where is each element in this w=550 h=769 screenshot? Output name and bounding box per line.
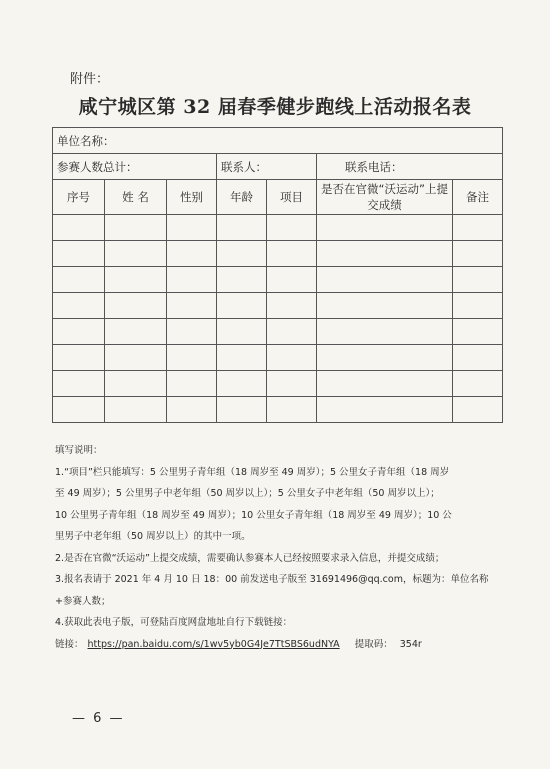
table-row [53, 345, 503, 371]
table-cell[interactable] [317, 215, 453, 241]
registration-table [52, 127, 503, 423]
table-cell[interactable] [217, 267, 267, 293]
table-cell[interactable] [167, 345, 217, 371]
col-header-name: 姓 名 [105, 180, 167, 215]
instruction-1-line-4: 里男子中老年组（50 周岁以上）的其中一项。 [55, 531, 251, 542]
col-header-event: 项目 [267, 180, 317, 215]
download-link-row [55, 634, 507, 656]
attachment-label: 附件： [70, 72, 110, 87]
table-cell[interactable] [53, 345, 105, 371]
table-cell[interactable] [317, 267, 453, 293]
table-cell[interactable] [267, 241, 317, 267]
col-header-remarks: 备注 [453, 180, 503, 215]
instruction-2: 2.是否在官微“沃运动”上提交成绩，需要确认参赛本人已经按照要求录入信息，并提交成绩； [55, 552, 445, 564]
table-cell[interactable] [167, 397, 217, 423]
table-cell[interactable] [167, 215, 217, 241]
extraction-code: 354r [399, 638, 422, 650]
form-title: 咸宁城区第 32 届春季健步跑线上活动报名表 [78, 96, 472, 118]
page-number: — 6 — [72, 711, 125, 726]
table-cell[interactable] [453, 345, 503, 371]
table-cell[interactable] [105, 267, 167, 293]
table-cell[interactable] [453, 215, 503, 241]
table-cell[interactable] [167, 371, 217, 397]
col-header-submitted: 是否在官微“沃运动”上提交成绩 [317, 180, 453, 215]
table-cell[interactable] [267, 215, 317, 241]
table-row [53, 241, 503, 267]
blank-rows [53, 215, 503, 423]
table-cell[interactable] [267, 319, 317, 345]
instruction-1-line-3: 10 公里男子青年组（18 周岁至 49 周岁）；10 公里女子青年组（18 周岁至 49 周岁）；10 公 [55, 509, 452, 521]
baidu-pan-link[interactable]: https://pan.baidu.com/s/1wv5yb0G4Je7TtSBS6udNYA [87, 638, 340, 650]
table-cell[interactable] [167, 293, 217, 319]
instruction-4: 4.获取此表电子版，可登陆百度网盘地址自行下载链接： [55, 617, 293, 628]
table-cell[interactable] [217, 241, 267, 267]
instruction-3-line-1: 3.报名表请于 2021 年 4 月 10 日 18：00 前发送电子版至 31691496@qq.com，标题为：单位名称 [55, 574, 489, 585]
instruction-1-line-1: 1.“项目”栏只能填写：5 公里男子青年组（18 周岁至 49 周岁）；5 公里女子青年组（18 周岁 [55, 466, 450, 478]
participants-total-field[interactable]: 参赛人数总计： [53, 154, 217, 180]
instructions-heading: 填写说明： [55, 445, 103, 456]
table-cell[interactable] [53, 267, 105, 293]
table-row [53, 293, 503, 319]
table-cell[interactable] [105, 215, 167, 241]
table-cell[interactable] [453, 293, 503, 319]
contact-person-field[interactable]: 联系人： [217, 154, 317, 180]
unit-name-field[interactable]: 单位名称： [53, 128, 503, 154]
instruction-1-line-2: 至 49 周岁）；5 公里男子中老年组（50 周岁以上）；5 公里女子中老年组（50 周岁以上）； [55, 488, 440, 499]
table-cell[interactable] [453, 267, 503, 293]
table-row [53, 397, 503, 423]
table-cell[interactable] [267, 397, 317, 423]
table-cell[interactable] [317, 397, 453, 423]
table-cell[interactable] [453, 397, 503, 423]
col-header-age: 年龄 [217, 180, 267, 215]
table-cell[interactable] [53, 397, 105, 423]
table-row [53, 319, 503, 345]
contact-phone-field[interactable]: 联系电话： [317, 154, 503, 180]
table-cell[interactable] [105, 397, 167, 423]
table-cell[interactable] [453, 319, 503, 345]
table-cell[interactable] [267, 371, 317, 397]
table-cell[interactable] [53, 241, 105, 267]
col-header-gender: 性别 [167, 180, 217, 215]
table-cell[interactable] [53, 215, 105, 241]
table-cell[interactable] [167, 241, 217, 267]
table-cell[interactable] [317, 345, 453, 371]
table-cell[interactable] [105, 293, 167, 319]
table-cell[interactable] [167, 319, 217, 345]
table-cell[interactable] [217, 397, 267, 423]
table-cell[interactable] [53, 319, 105, 345]
table-cell[interactable] [105, 241, 167, 267]
table-row [53, 371, 503, 397]
table-cell[interactable] [105, 371, 167, 397]
table-cell[interactable] [217, 293, 267, 319]
table-cell[interactable] [217, 371, 267, 397]
table-cell[interactable] [453, 241, 503, 267]
col-header-serial: 序号 [53, 180, 105, 215]
extraction-code-label: 提取码： [354, 638, 393, 650]
instructions [55, 440, 507, 655]
table-cell[interactable] [217, 319, 267, 345]
link-label: 链接： [55, 638, 84, 650]
table-cell[interactable] [53, 293, 105, 319]
table-cell[interactable] [317, 293, 453, 319]
table-cell[interactable] [217, 345, 267, 371]
table-cell[interactable] [105, 345, 167, 371]
table-row [53, 215, 503, 241]
table-cell[interactable] [267, 293, 317, 319]
table-cell[interactable] [267, 267, 317, 293]
table-row [53, 267, 503, 293]
table-cell[interactable] [317, 241, 453, 267]
table-cell[interactable] [53, 371, 105, 397]
table-cell[interactable] [317, 319, 453, 345]
instruction-3-line-2: +参赛人数； [55, 595, 111, 607]
table-cell[interactable] [267, 345, 317, 371]
table-cell[interactable] [317, 371, 453, 397]
table-cell[interactable] [105, 319, 167, 345]
table-cell[interactable] [217, 215, 267, 241]
table-cell[interactable] [453, 371, 503, 397]
table-cell[interactable] [167, 267, 217, 293]
